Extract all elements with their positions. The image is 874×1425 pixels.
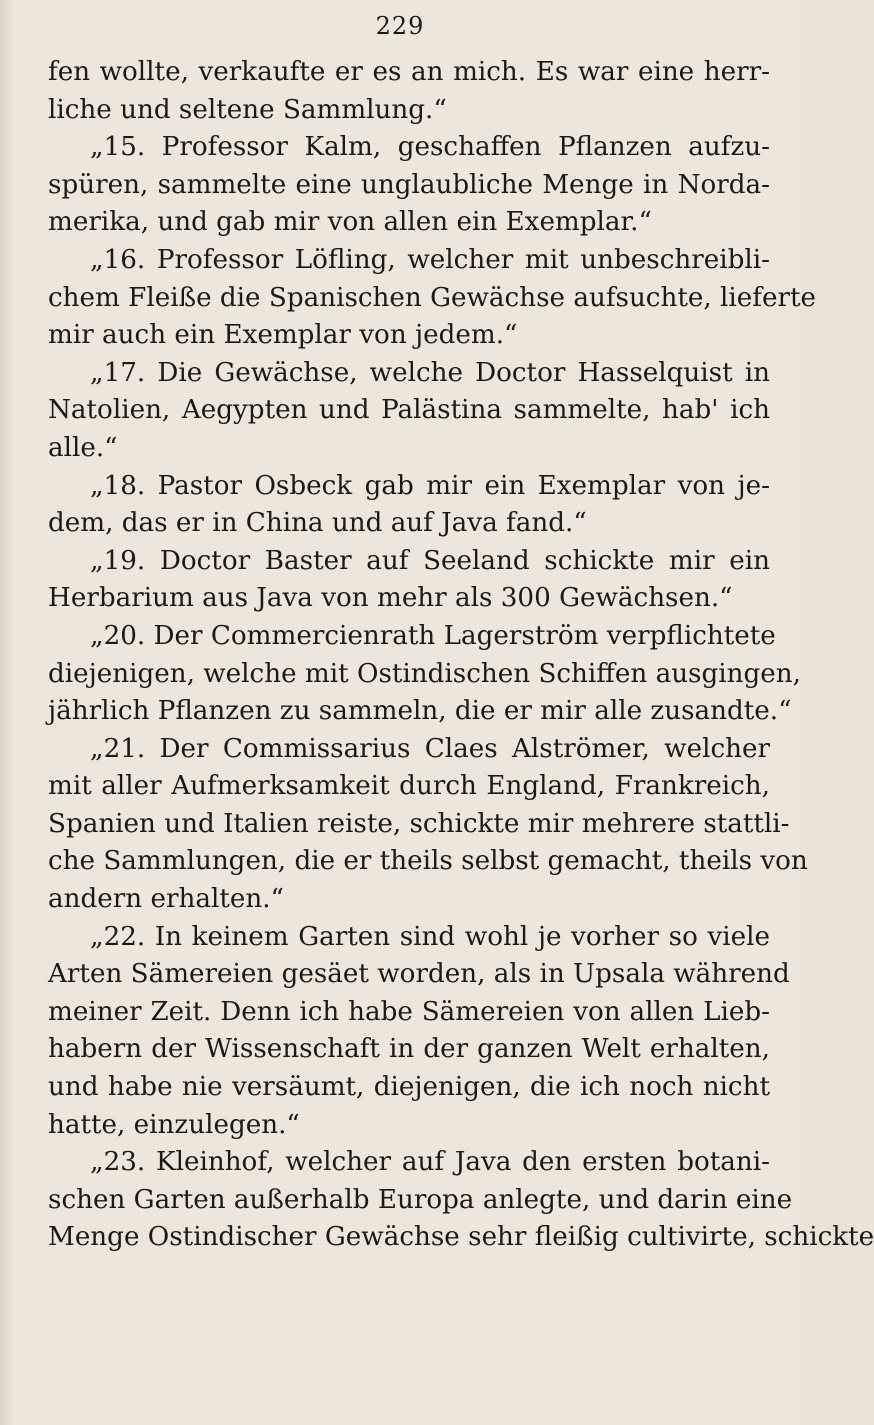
text-line: mir auch ein Exemplar von jedem.“ [48, 320, 518, 351]
text-line: „17. Die Gewächse, welche Doctor Hasselquist in [90, 357, 770, 388]
text-line: Natolien, Aegypten und Palästina sammelte, hab' ich [48, 395, 770, 426]
text-line: „15. Professor Kalm, geschaffen Pflanzen aufzu- [90, 132, 770, 163]
text-line: Menge Ostindischer Gewächse sehr fleißig cultivirte, schickte [48, 1222, 874, 1253]
text-line: „19. Doctor Baster auf Seeland schickte mir ein [90, 545, 770, 576]
body-text [48, 54, 874, 1257]
text-line: alle.“ [48, 432, 118, 463]
text-line: dem, das er in China und auf Java fand.“ [48, 508, 587, 539]
text-line: und habe nie versäumt, diejenigen, die ich noch nicht [48, 1072, 770, 1103]
text-line: fen wollte, verkaufte er es an mich. Es war eine herr- [48, 57, 770, 87]
text-line: „18. Pastor Osbeck gab mir ein Exemplar von je- [90, 470, 770, 501]
text-line: habern der Wissenschaft in der ganzen Welt erhalten, [48, 1034, 770, 1065]
text-line: chem Fleiße die Spanischen Gewächse aufsuchte, lieferte [48, 282, 816, 313]
text-line: merika, und gab mir von allen ein Exemplar.“ [48, 207, 652, 238]
text-line: Arten Sämereien gesäet worden, als in Upsala während [48, 959, 790, 990]
text-line: andern erhalten.“ [48, 884, 284, 915]
text-line: „23. Kleinhof, welcher auf Java den ersten botani- [90, 1147, 770, 1178]
page-binding-edge [0, 0, 14, 1425]
text-line: „20. Der Commercienrath Lagerström verpflichtete [90, 620, 776, 651]
text-line: „16. Professor Löfling, welcher mit unbeschreibli- [90, 244, 770, 275]
text-line: schen Garten außerhalb Europa anlegte, und darin eine [48, 1184, 793, 1215]
text-line: diejenigen, welche mit Ostindischen Schiffen ausgingen, [48, 658, 801, 689]
text-line: mit aller Aufmerksamkeit durch England, Frankreich, [48, 771, 770, 802]
text-line: jährlich Pflanzen zu sammeln, die er mir alle zusandte.“ [48, 696, 792, 727]
text-line: „22. In keinem Garten sind wohl je vorher so viele [90, 921, 770, 952]
text-line: hatte, einzulegen.“ [48, 1109, 300, 1140]
text-line: „21. Der Commissarius Claes Alströmer, welcher [90, 733, 770, 764]
text-line: Herbarium aus Java von mehr als 300 Gewächsen.“ [48, 583, 733, 614]
text-line: Spanien und Italien reiste, schickte mir mehrere stattli- [48, 808, 790, 839]
text-line: spüren, sammelte eine unglaubliche Menge in Norda- [48, 169, 770, 200]
page-number: 229 [375, 12, 425, 40]
text-line: meiner Zeit. Denn ich habe Sämereien von allen Lieb- [48, 996, 770, 1027]
text-line: liche und seltene Sammlung.“ [48, 94, 447, 125]
text-line: che Sammlungen, die er theils selbst gemacht, theils von [48, 846, 808, 877]
